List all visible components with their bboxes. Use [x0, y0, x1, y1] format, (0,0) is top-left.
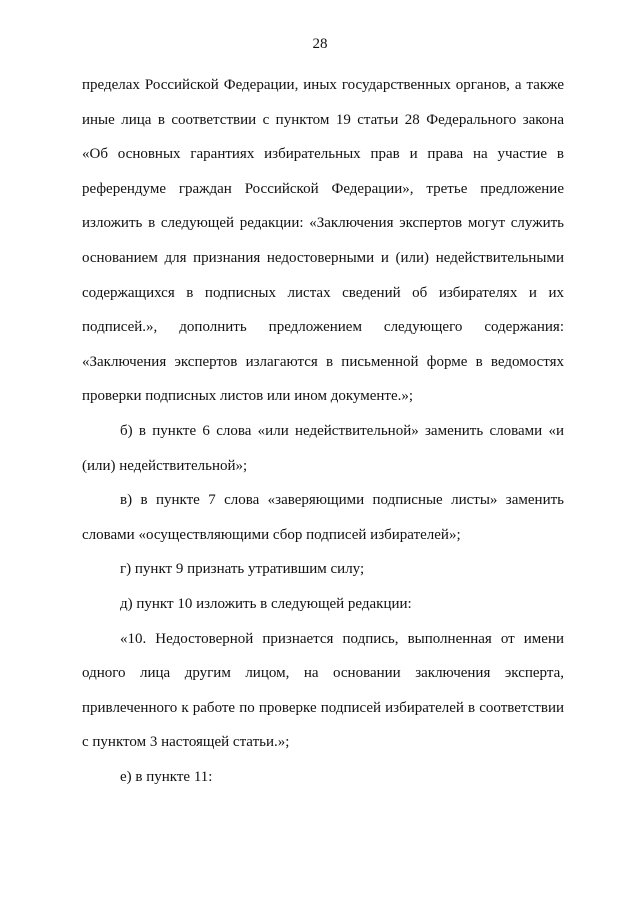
text-line: «Заключения экспертов излагаются в письменной форме в ведомостях [82, 353, 564, 370]
text-line: пределах Российской Федерации, иных государственных органов, а также [82, 77, 564, 93]
text-line: подписей.», дополнить предложением следующего содержания: [82, 319, 564, 336]
text-line: «Об основных гарантиях избирательных прав и права на участие в [82, 146, 564, 163]
text-line: (или) недействительной»; [82, 457, 248, 474]
text-line: содержащихся в подписных листах сведений об избирателях и их [82, 284, 564, 301]
text-line: д) пункт 10 изложить в следующей редакции: [120, 595, 412, 612]
text-line: одного лица другим лицом, на основании заключения эксперта, [82, 665, 564, 682]
text-line: г) пункт 9 признать утратившим силу; [120, 561, 365, 578]
text-line: иные лица в соответствии с пунктом 19 статьи 28 Федерального закона [82, 111, 564, 128]
text-line: основанием для признания недостоверными и (или) недействительными [82, 249, 564, 266]
text-line: «10. Недостоверной признается подпись, выполненная от имени [120, 630, 564, 647]
text-line: референдуме граждан Российской Федерации», третье предложение [82, 180, 564, 197]
text-line: словами «осуществляющими сбор подписей избирателей»; [82, 526, 461, 543]
document-body [82, 68, 564, 794]
text-line: проверки подписных листов или ином документе.»; [82, 388, 414, 405]
text-line: в) в пункте 7 слова «заверяющими подписные листы» заменить [120, 492, 564, 509]
text-line: привлеченного к работе по проверке подписей избирателей в соответствии [82, 699, 564, 716]
page-number: 28 [312, 36, 328, 52]
text-line: е) в пункте 11: [120, 768, 213, 785]
text-line: изложить в следующей редакции: «Заключения экспертов могут служить [82, 215, 564, 232]
text-line: б) в пункте 6 слова «или недействительной» заменить словами «и [120, 422, 564, 439]
text-line: с пунктом 3 настоящей статьи.»; [82, 734, 290, 751]
